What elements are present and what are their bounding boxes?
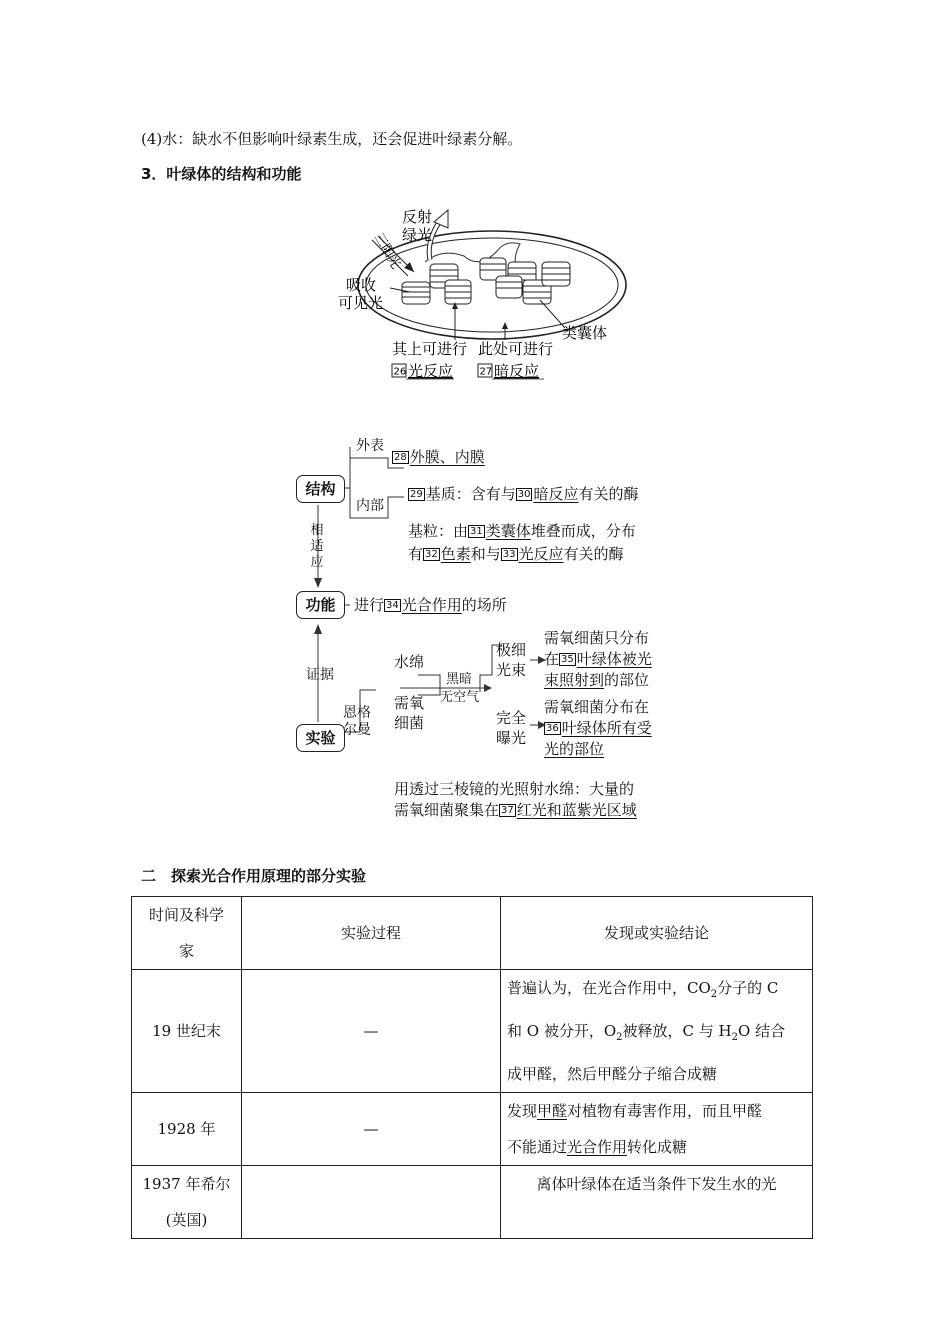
- result-prism: 用透过三棱镜的光照射水绵：大量的 需氧细菌聚集在 37 红光和蓝紫光区域: [394, 780, 637, 819]
- row3-time: 1937 年希尔 (英国): [132, 1166, 242, 1239]
- sunlight-label: 三阳光: [370, 230, 404, 272]
- item-spirogyra: 水绵: [394, 653, 425, 671]
- chloroplast-diagram: [330, 200, 630, 390]
- item-full-exposure: 完全 曝光: [496, 709, 527, 747]
- row1-time: 19 世纪末: [132, 970, 242, 1093]
- row3-process: [242, 1166, 501, 1239]
- granum-6: [496, 276, 522, 298]
- node-experiment: 实验: [296, 724, 345, 752]
- result-full-exposure: 需氧细菌分布在 36 叶绿体所有受 光的部位: [544, 698, 652, 758]
- row2-time: 1928 年: [132, 1093, 242, 1166]
- item-outer-membrane: 28 外膜、内膜: [394, 448, 485, 466]
- granum-8: [542, 262, 570, 286]
- row2-process: —: [242, 1093, 501, 1166]
- thylakoid-label: 类囊体: [562, 324, 608, 342]
- result-fine-beam: 需氧细菌只分布 在 35 叶绿体被光 束照射到的部位: [544, 629, 652, 689]
- cond-no-air: 无空气: [440, 690, 480, 705]
- paragraph-water: (4)水：缺水不但影响叶绿素生成，还会促进叶绿素分解。: [141, 130, 523, 148]
- row1-conclusion: 普遍认为，在光合作用中，$CO_2$分子的 C 和 O 被分开，$O_2$被释放，C 与 $H_2O$ 结合 成甲醛，然后甲醛分子缩合成糖: [501, 970, 813, 1093]
- table-row: [132, 1166, 813, 1239]
- outer-membrane: [358, 231, 626, 339]
- label-adapt: 相适应: [310, 523, 324, 570]
- item-stroma: 29 基质：含有与 30 暗反应有关的酶: [410, 485, 639, 503]
- experiments-table: [131, 896, 813, 1239]
- label-outer: 外表: [356, 438, 384, 454]
- caption-right: 此处可进行: [478, 340, 554, 358]
- label-evidence: 证据: [306, 667, 334, 683]
- node-structure: 结构: [296, 475, 345, 503]
- header-process: 实验过程: [242, 897, 501, 970]
- heading-chloroplast: 3．叶绿体的结构和功能: [141, 165, 302, 183]
- answer-27: 暗反应: [494, 362, 540, 380]
- row3-conclusion: 离体叶绿体在适当条件下发生水的光: [501, 1166, 813, 1239]
- granum-1: [402, 282, 430, 304]
- table-header-row: [132, 897, 813, 970]
- header-conclusion: 发现或实验结论: [501, 897, 813, 970]
- cond-dark: 黑暗: [446, 672, 473, 687]
- absorb-label-2: 可见光: [338, 294, 384, 312]
- row1-process: —: [242, 970, 501, 1093]
- num-27: 27: [479, 366, 493, 378]
- item-grana-line1: 基粒：由 31 类囊体堆叠而成，分布: [408, 522, 636, 540]
- grana-stacks: [402, 258, 570, 304]
- answer-26: 光反应: [408, 362, 454, 380]
- item-fine-beam: 极细 光束: [496, 641, 527, 679]
- granum-3: [445, 280, 471, 304]
- label-inner: 内部: [356, 498, 384, 514]
- item-aerobic-bacteria: 需氧 细菌: [394, 694, 425, 732]
- item-grana-line2: 有 32 色素和与 33 光反应有关的酶: [408, 545, 624, 563]
- absorb-label-1: 吸收: [346, 276, 377, 294]
- reflect-label-2: 绿光: [402, 226, 433, 244]
- num-26: 26: [393, 366, 407, 378]
- table-row: [132, 970, 813, 1093]
- header-time-scientist: 时间及科学 家: [132, 897, 242, 970]
- heading-section-2: 二 探索光合作用原理的部分实验: [141, 867, 367, 885]
- row2-conclusion: 发现甲醛对植物有毒害作用，而且甲醛 不能通过光合作用转化成糖: [501, 1093, 813, 1166]
- caption-left: 其上可进行: [392, 340, 468, 358]
- table-row: [132, 1093, 813, 1166]
- reflect-label-1: 反射: [402, 208, 433, 226]
- node-function: 功能: [296, 591, 345, 619]
- item-function: 进行 34 光合作用的场所: [354, 596, 507, 614]
- label-engelmann: 恩格 尔曼: [343, 705, 371, 738]
